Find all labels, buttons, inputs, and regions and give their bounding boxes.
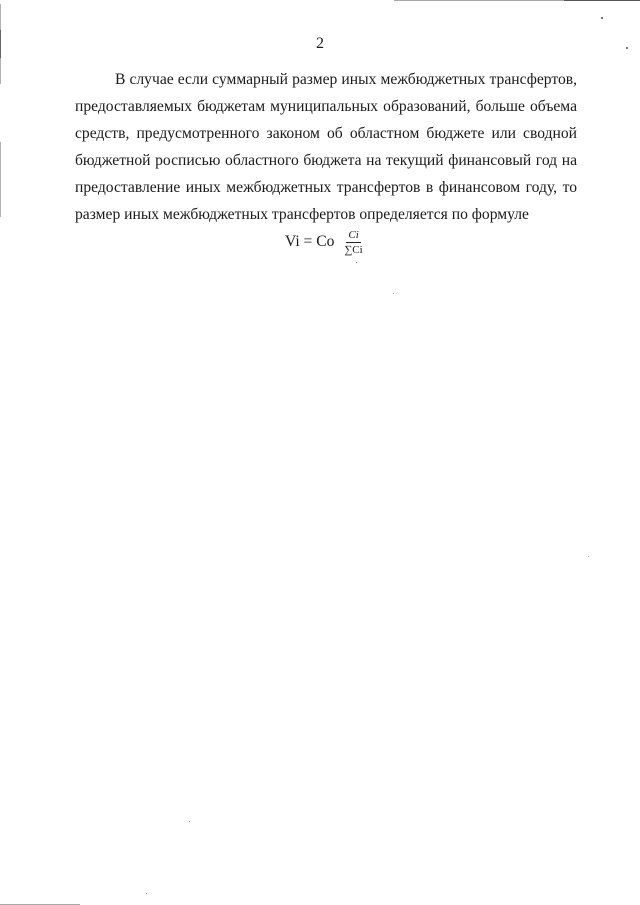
formula-numerator: Ci [348,228,359,241]
scan-edge-top-dark [564,0,640,1]
formula-fraction [344,229,362,256]
scan-edge-left-lower [0,142,1,217]
formula-denominator: ∑Ci [344,243,363,256]
scan-edge-top [394,0,564,1]
scan-speck [601,17,603,19]
scan-speck [588,556,589,557]
scan-speck [146,893,147,894]
page-number: 2 [316,35,324,52]
body-text [75,66,577,228]
scan-speck [189,821,190,822]
formula [285,222,363,262]
paragraph: В случае если суммарный размер иных межбюджетных трансфертов, предоставляемых бюджетам муниципальных образований, больше объема средств, предусмотренного законом об областном бюджете или сводной бюджетной росписью областного бюджета на текущий финансовый год на предоставление иных межбюджетных трансфертов в финансовом году, то размер иных межбюджетных трансфертов определяется по формуле [75,71,577,223]
scan-speck [356,262,357,263]
formula-lhs: Vi = Co [285,233,335,250]
scan-speck [393,293,394,294]
